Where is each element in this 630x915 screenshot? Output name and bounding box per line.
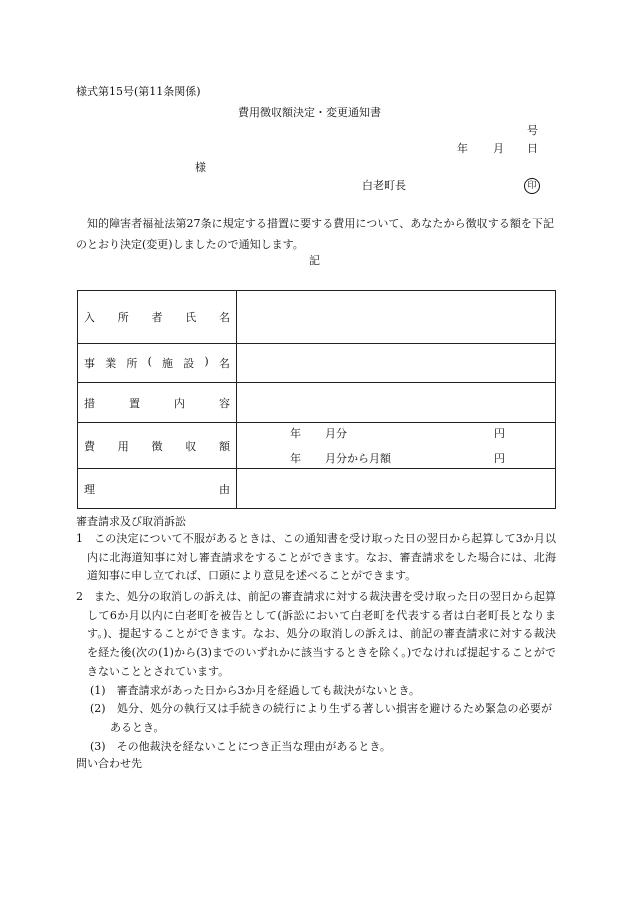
label-char: 収 [185, 439, 197, 453]
label-char: 内 [174, 396, 185, 410]
label-chars [84, 395, 230, 411]
label-char: 置 [129, 396, 140, 410]
fee-year-label: 年 [290, 426, 301, 440]
contact-heading: 問い合わせ先 [76, 757, 142, 770]
label-chars [84, 355, 230, 371]
fee-year-label: 年 [290, 451, 301, 465]
number-suffix: 号 [527, 124, 538, 137]
label-char: ( [147, 355, 152, 368]
label-char: 入 [84, 311, 95, 324]
label-char: 名 [218, 357, 230, 370]
note-sub-3: (3) その他裁決を経ないことにつき正当な理由があるとき。 [90, 740, 391, 753]
label-char: 額 [219, 439, 230, 453]
label-char: 所 [126, 357, 138, 370]
label-char: 所 [117, 311, 129, 324]
label-fee-amount [78, 423, 237, 469]
label-char: 理 [84, 482, 95, 496]
table-row [78, 291, 556, 344]
value-measure-content[interactable] [237, 383, 556, 423]
table-row [78, 423, 556, 469]
fee-month-from-label: 月分から月額 [325, 451, 391, 465]
label-chars [84, 438, 230, 454]
label-chars [84, 309, 230, 325]
fee-table [77, 290, 556, 509]
seal-mark: 印 [524, 178, 540, 194]
note-sub-2: (2) 処分、処分の執行又は手続きの続行により生ずる著しい損害を避けるため緊急の必要があるとき。 [90, 702, 552, 734]
table-row [78, 383, 556, 423]
label-resident-name [78, 291, 237, 344]
form-number: 様式第15号(第11条関係) [76, 85, 201, 98]
notice-paragraph: 知的障害者福祉法第27条に規定する措置に要する費用について、あなたから徴収する額を下記のとおり決定(変更)しましたので通知します。 [76, 217, 554, 251]
label-char: 徴 [151, 439, 163, 453]
notes-heading: 審査請求及び取消訴訟 [76, 515, 186, 528]
label-char: 施 [162, 357, 174, 370]
value-facility-name[interactable] [237, 344, 556, 383]
label-char: 名 [219, 311, 230, 324]
label-char: 者 [151, 311, 163, 324]
issuer-name: 白老町長 [362, 179, 406, 192]
date-year: 年 [457, 142, 468, 155]
label-reason [78, 469, 237, 509]
label-char: 容 [219, 396, 230, 410]
value-reason[interactable] [237, 469, 556, 509]
recipient-honorific: 様 [195, 161, 206, 174]
label-char: 氏 [185, 311, 197, 324]
label-char: ) [204, 355, 209, 368]
label-char: 措 [84, 396, 95, 410]
date-day: 日 [527, 142, 538, 155]
fee-yen-label: 円 [494, 426, 505, 440]
fee-line-from-month [237, 446, 555, 468]
label-facility-name [78, 344, 237, 383]
label-char: 用 [117, 439, 129, 453]
note-item-1: 1 この決定について不服があるときは、この通知書を受け取った日の翌日から起算して3か月以内に北海道知事に対し審査請求をすることができます。なお、審査請求をした場合には、北海道知事に申し立てれば、口頭により意見を述べることができます。 [76, 532, 556, 583]
table-row [78, 344, 556, 383]
label-char: 業 [105, 357, 117, 370]
label-measure-content [78, 383, 237, 423]
label-chars [84, 481, 230, 497]
label-char: 由 [219, 482, 230, 496]
value-resident-name[interactable] [237, 291, 556, 344]
date-month: 月 [493, 142, 504, 155]
label-char: 費 [84, 439, 95, 453]
fee-line-monthly [237, 424, 555, 446]
note-item-2: 2 また、処分の取消しの訴えは、前記の審査請求に対する裁決書を受け取った日の翌日から起算して6か月以内に白老町を被告として(訴訟において白老町を代表する者は白老町長となります。)、提起することができます。なお、処分の取消しの訴えは、前記の審査請求に対する裁決を経た後(次の(1)から(3)までのいずれかに該当するときを除く。)でなければ提起することができないこととされています。 [76, 590, 556, 678]
document-title: 費用徴収額決定・変更通知書 [238, 106, 381, 119]
value-fee-amount[interactable] [237, 423, 556, 469]
fee-yen-label: 円 [494, 451, 505, 465]
label-char: 事 [84, 357, 95, 370]
table-row [78, 469, 556, 509]
ki-heading: 記 [309, 254, 320, 267]
fee-month-label: 月分 [325, 426, 347, 440]
note-sub-1: (1) 審査請求があった日から3か月を経過しても裁決がないとき。 [90, 684, 421, 697]
label-char: 設 [183, 357, 195, 370]
